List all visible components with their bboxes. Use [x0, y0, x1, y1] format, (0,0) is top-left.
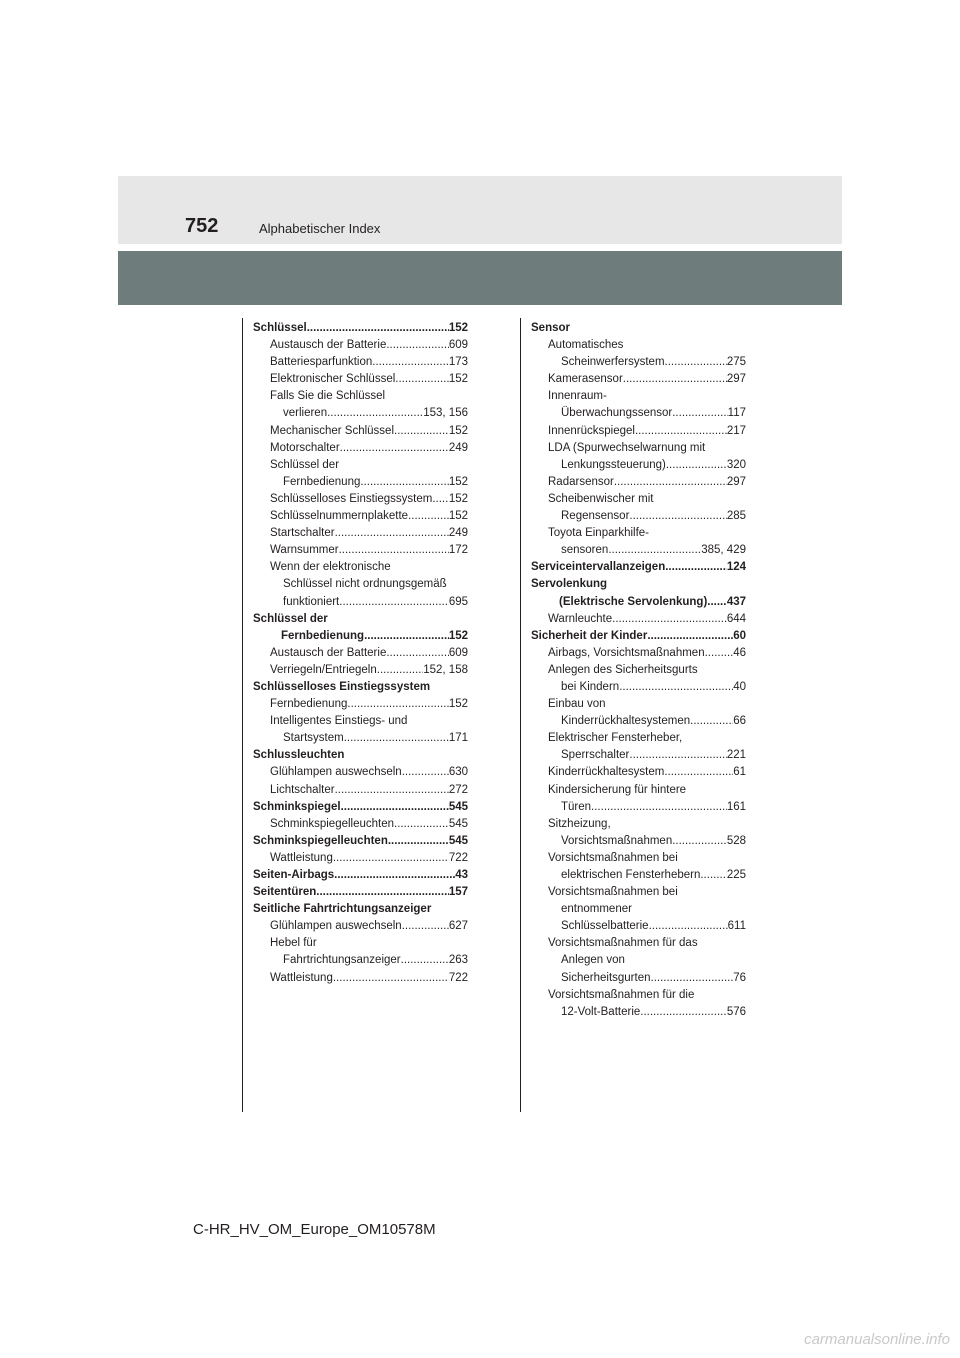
entry-label: Lichtschalter: [270, 783, 335, 796]
dot-leader: [341, 799, 449, 816]
index-heading: Schlüssel nicht ordnungsgemäß: [283, 578, 447, 591]
entry-label: Schlüsselnummernplakette: [270, 510, 409, 523]
page-reference: 249: [448, 527, 468, 540]
dot-leader: [635, 423, 727, 440]
dot-leader: [339, 594, 449, 611]
index-entry: [253, 371, 468, 388]
column-divider-right: [520, 318, 521, 1112]
index-entry: [253, 918, 468, 935]
index-entry: [531, 508, 746, 525]
index-entry: [253, 970, 468, 987]
index-heading: Elektrischer Fensterheber,: [548, 732, 683, 745]
page-reference: 152: [448, 475, 468, 488]
dot-leader: [340, 440, 449, 457]
page-reference: 437: [726, 595, 746, 608]
entry-label: sensoren: [561, 544, 609, 557]
entry-label: Mechanischer Schlüssel: [270, 424, 395, 437]
entry-label: Elektronischer Schlüssel: [270, 373, 396, 386]
index-entry: [253, 730, 468, 747]
index-entry: [531, 713, 746, 730]
header-band: [118, 176, 842, 244]
dot-leader: [402, 918, 449, 935]
index-entry: [253, 782, 468, 799]
dot-leader: [629, 747, 726, 764]
index-entry: [253, 850, 468, 867]
index-entry: [253, 337, 468, 354]
index-heading: entnommener: [561, 903, 632, 916]
dot-leader: [665, 559, 727, 576]
index-heading: Schlüssel der: [270, 458, 340, 471]
index-heading: Schlüsselloses Einstiegssystem: [253, 680, 431, 693]
dot-leader: [707, 594, 727, 611]
index-entry: [531, 679, 746, 696]
entry-label: bei Kindern: [561, 680, 620, 693]
page-reference: 609: [448, 339, 468, 352]
index-heading: LDA (Spurwechselwarnung mit: [548, 441, 706, 454]
index-entry: [253, 508, 468, 525]
page-reference: 722: [448, 851, 468, 864]
index-heading: Falls Sie die Schlüssel: [270, 390, 386, 403]
entry-label: Motorschalter: [270, 441, 340, 454]
dot-leader: [700, 867, 726, 884]
index-heading: Wenn der elektronische: [270, 561, 391, 574]
index-entry: [253, 440, 468, 457]
dot-leader: [388, 833, 449, 850]
index-entry: [253, 594, 468, 611]
dot-leader: [360, 474, 448, 491]
page-reference: 217: [726, 424, 746, 437]
entry-label: Fahrtrichtungsanzeiger: [283, 954, 401, 967]
entry-label: Austausch der Batterie: [270, 646, 387, 659]
index-entry: [253, 833, 468, 850]
dot-leader: [705, 645, 734, 662]
index-entry: [253, 405, 468, 422]
index-entry: [531, 833, 746, 850]
page-reference: 117: [727, 407, 746, 420]
dot-leader: [664, 764, 733, 781]
entry-label: Vorsichtsmaßnahmen: [561, 834, 673, 847]
dot-leader: [377, 662, 423, 679]
dot-leader: [591, 799, 727, 816]
entry-label: Seitentüren: [253, 886, 317, 899]
index-entry: [531, 645, 746, 662]
index-heading: Scheibenwischer mit: [548, 492, 654, 505]
dot-leader: [612, 611, 727, 628]
index-heading: Anlegen von: [561, 954, 625, 967]
dot-leader: [333, 970, 449, 987]
page-reference: 152: [448, 424, 468, 437]
index-column-right: [531, 320, 746, 1021]
index-entry: [531, 764, 746, 781]
index-heading: Toyota Einparkhilfe-: [548, 527, 649, 540]
index-entry: [253, 320, 468, 337]
dot-leader: [307, 320, 449, 337]
index-heading: Anlegen des Sicherheitsgurts: [548, 663, 698, 676]
dot-leader: [347, 696, 448, 713]
dot-leader: [651, 970, 734, 987]
index-entry: [253, 662, 468, 679]
column-divider-left: [242, 318, 243, 1112]
entry-label: Startschalter: [270, 527, 335, 540]
page-reference: 152: [448, 373, 468, 386]
entry-label: Sicherheitsgurten: [561, 971, 651, 984]
dot-leader: [672, 833, 727, 850]
section-title: Alphabetischer Index: [259, 221, 381, 236]
entry-label: Schlüssel: [253, 322, 307, 334]
entry-label: Scheinwerfersystem: [561, 356, 665, 369]
page-reference: 263: [448, 954, 468, 967]
page-reference: 272: [448, 783, 468, 796]
index-heading: Innenraum-: [548, 390, 607, 403]
index-entry: [253, 628, 468, 645]
entry-label: Glühlampen auswechseln: [270, 920, 402, 933]
entry-label: Kamerasensor: [548, 373, 623, 386]
index-heading: Vorsichtsmaßnahmen bei: [548, 851, 678, 864]
index-entry: [253, 696, 468, 713]
entry-label: Schlüsselloses Einstiegssystem: [270, 492, 433, 505]
document-id: C-HR_HV_OM_Europe_OM10578M: [193, 1221, 436, 1238]
entry-label: 12-Volt-Batterie: [561, 1005, 641, 1018]
dot-leader: [316, 884, 449, 901]
index-entry: [253, 645, 468, 662]
page-reference: 60: [733, 629, 746, 642]
index-entry: [253, 816, 468, 833]
index-entry: [531, 1004, 746, 1021]
index-heading: Intelligentes Einstiegs- und: [270, 715, 408, 728]
index-entry: [253, 867, 468, 884]
index-entry: [531, 371, 746, 388]
page-reference: 275: [726, 356, 746, 369]
index-entry: [531, 747, 746, 764]
entry-label: Radarsensor: [548, 475, 614, 488]
page-reference: 297: [726, 373, 746, 386]
index-heading: Vorsichtsmaßnahmen für die: [548, 988, 695, 1001]
page-reference: 528: [726, 834, 746, 847]
entry-label: Fernbedienung: [283, 475, 361, 488]
index-heading: Seitliche Fahrtrichtungsanzeiger: [253, 903, 432, 916]
dot-leader: [647, 628, 733, 645]
dot-leader: [327, 405, 423, 422]
index-entry: [531, 970, 746, 987]
entry-label: Fernbedienung: [281, 629, 365, 642]
page-reference: 644: [726, 612, 746, 625]
page-reference: 627: [448, 920, 468, 933]
page-reference: 152: [448, 629, 468, 642]
index-entry: [253, 884, 468, 901]
index-entry: [531, 867, 746, 884]
index-entry: [531, 611, 746, 628]
dot-leader: [665, 354, 727, 371]
index-entry: [253, 542, 468, 559]
page-reference: 285: [726, 510, 746, 523]
dot-leader: [401, 952, 449, 969]
index-entry: [253, 354, 468, 371]
index-entry: [253, 474, 468, 491]
index-heading: Automatisches: [548, 339, 624, 352]
entry-label: Kinderrückhaltesystem: [548, 766, 665, 779]
dot-leader: [339, 542, 449, 559]
index-heading: Sensor: [531, 322, 570, 334]
index-heading: Vorsichtsmaßnahmen bei: [548, 886, 678, 899]
index-entry: [253, 491, 468, 508]
dot-leader: [623, 371, 727, 388]
entry-label: Serviceintervallanzeigen: [531, 561, 666, 574]
dot-leader: [334, 867, 455, 884]
entry-label: Glühlampen auswechseln: [270, 766, 402, 779]
dot-leader: [386, 337, 448, 354]
index-entry: [531, 559, 746, 576]
index-column-left: [253, 320, 468, 987]
entry-label: Innenrückspiegel: [548, 424, 635, 437]
entry-label: Batteriesparfunktion: [270, 356, 373, 369]
page-reference: 249: [448, 441, 468, 454]
entry-label: Kinderrückhaltesystemen: [561, 715, 691, 728]
page-reference: 695: [448, 595, 468, 608]
page-reference: 152: [448, 510, 468, 523]
entry-label: Warnsummer: [270, 544, 339, 557]
entry-label: Schminkspiegelleuchten: [270, 817, 395, 830]
dot-leader: [629, 508, 726, 525]
page-reference: 40: [733, 680, 746, 693]
page-reference: 576: [726, 1005, 746, 1018]
index-heading: Sitzheizung,: [548, 817, 611, 830]
index-entry: [531, 423, 746, 440]
entry-label: Türen: [561, 800, 592, 813]
entry-label: (Elektrische Servolenkung): [559, 595, 708, 608]
page-reference: 385, 429: [701, 544, 746, 557]
entry-label: Verriegeln/Entriegeln: [270, 663, 377, 676]
dot-leader: [372, 354, 449, 371]
entry-label: Wattleistung: [270, 971, 333, 984]
dot-leader: [364, 628, 449, 645]
index-heading: Hebel für: [270, 937, 317, 950]
page-number: 752: [185, 215, 219, 237]
dot-leader: [432, 491, 448, 508]
dot-leader: [333, 850, 449, 867]
title-bar: [118, 251, 842, 305]
page-reference: 66: [733, 715, 746, 728]
index-entry: [253, 423, 468, 440]
entry-label: elektrischen Fensterhebern: [561, 869, 701, 881]
entry-label: Seiten-Airbags: [253, 869, 335, 881]
page-reference: 611: [727, 920, 746, 933]
index-entry: [531, 542, 746, 559]
page-reference: 545: [448, 817, 468, 830]
dot-leader: [619, 679, 733, 696]
index-entry: [531, 474, 746, 491]
page-reference: 172: [448, 544, 468, 557]
page-reference: 153, 156: [423, 407, 468, 420]
index-entry: [531, 628, 746, 645]
dot-leader: [402, 764, 449, 781]
index-entry: [253, 952, 468, 969]
dot-leader: [608, 542, 701, 559]
page-reference: 124: [726, 561, 746, 574]
entry-label: Überwachungssensor: [561, 407, 673, 420]
page-reference: 46: [733, 646, 746, 659]
page-reference: 171: [448, 732, 468, 745]
page-reference: 630: [448, 766, 468, 779]
dot-leader: [408, 508, 449, 525]
page-reference: 545: [448, 800, 468, 813]
index-entry: [531, 799, 746, 816]
dot-leader: [690, 713, 733, 730]
entry-label: Schminkspiegel: [253, 800, 341, 813]
index-entry: [253, 764, 468, 781]
page-reference: 722: [448, 971, 468, 984]
page-reference: 161: [726, 800, 746, 813]
entry-label: verlieren: [283, 407, 328, 420]
page-reference: 545: [448, 834, 468, 847]
index-heading: Schlüssel der: [253, 612, 328, 625]
dot-leader: [614, 474, 727, 491]
entry-label: Airbags, Vorsichtsmaßnahmen: [548, 646, 705, 659]
dot-leader: [335, 782, 449, 799]
page-reference: 61: [733, 766, 746, 779]
page-reference: 152: [448, 322, 468, 334]
entry-label: Fernbedienung: [270, 698, 348, 711]
index-heading: Einbau von: [548, 698, 606, 711]
page-reference: 152, 158: [423, 663, 468, 676]
entry-label: Sperrschalter: [561, 749, 630, 762]
index-entry: [531, 405, 746, 422]
dot-leader: [649, 918, 728, 935]
index-heading: Vorsichtsmaßnahmen für das: [548, 937, 698, 950]
index-entry: [531, 354, 746, 371]
entry-label: Schminkspiegelleuchten: [253, 834, 388, 847]
dot-leader: [394, 423, 449, 440]
entry-label: Schlüsselbatterie: [561, 920, 649, 933]
page-reference: 43: [455, 869, 468, 881]
page-reference: 173: [448, 356, 468, 369]
index-entry: [253, 799, 468, 816]
page-reference: 297: [726, 475, 746, 488]
index-heading: Kindersicherung für hintere: [548, 783, 687, 796]
index-heading: Servolenkung: [531, 578, 608, 591]
index-entry: [531, 457, 746, 474]
page-reference: 76: [733, 971, 746, 984]
page-reference: 320: [726, 458, 746, 471]
entry-label: funktioniert: [283, 595, 340, 608]
index-entry: [531, 594, 746, 611]
dot-leader: [640, 1004, 727, 1021]
entry-label: Austausch der Batterie: [270, 339, 387, 352]
dot-leader: [394, 816, 449, 833]
page-reference: 609: [448, 646, 468, 659]
page-reference: 157: [448, 886, 468, 899]
watermark: carmanualsonline.info: [804, 1331, 950, 1348]
entry-label: Sicherheit der Kinder: [531, 629, 648, 642]
page-reference: 152: [448, 698, 468, 711]
page-reference: 152: [448, 492, 468, 505]
index-heading: Schlussleuchten: [253, 749, 345, 762]
page-reference: 225: [726, 869, 746, 881]
dot-leader: [344, 730, 449, 747]
entry-label: Warnleuchte: [548, 612, 613, 625]
dot-leader: [666, 457, 727, 474]
index-entry: [531, 918, 746, 935]
entry-label: Wattleistung: [270, 851, 333, 864]
page-reference: 221: [726, 749, 746, 762]
entry-label: Regensensor: [561, 510, 630, 523]
dot-leader: [335, 525, 449, 542]
dot-leader: [672, 405, 727, 422]
dot-leader: [386, 645, 448, 662]
entry-label: Startsystem: [283, 732, 344, 745]
entry-label: Lenkungssteuerung): [561, 458, 666, 471]
index-entry: [253, 525, 468, 542]
dot-leader: [395, 371, 449, 388]
